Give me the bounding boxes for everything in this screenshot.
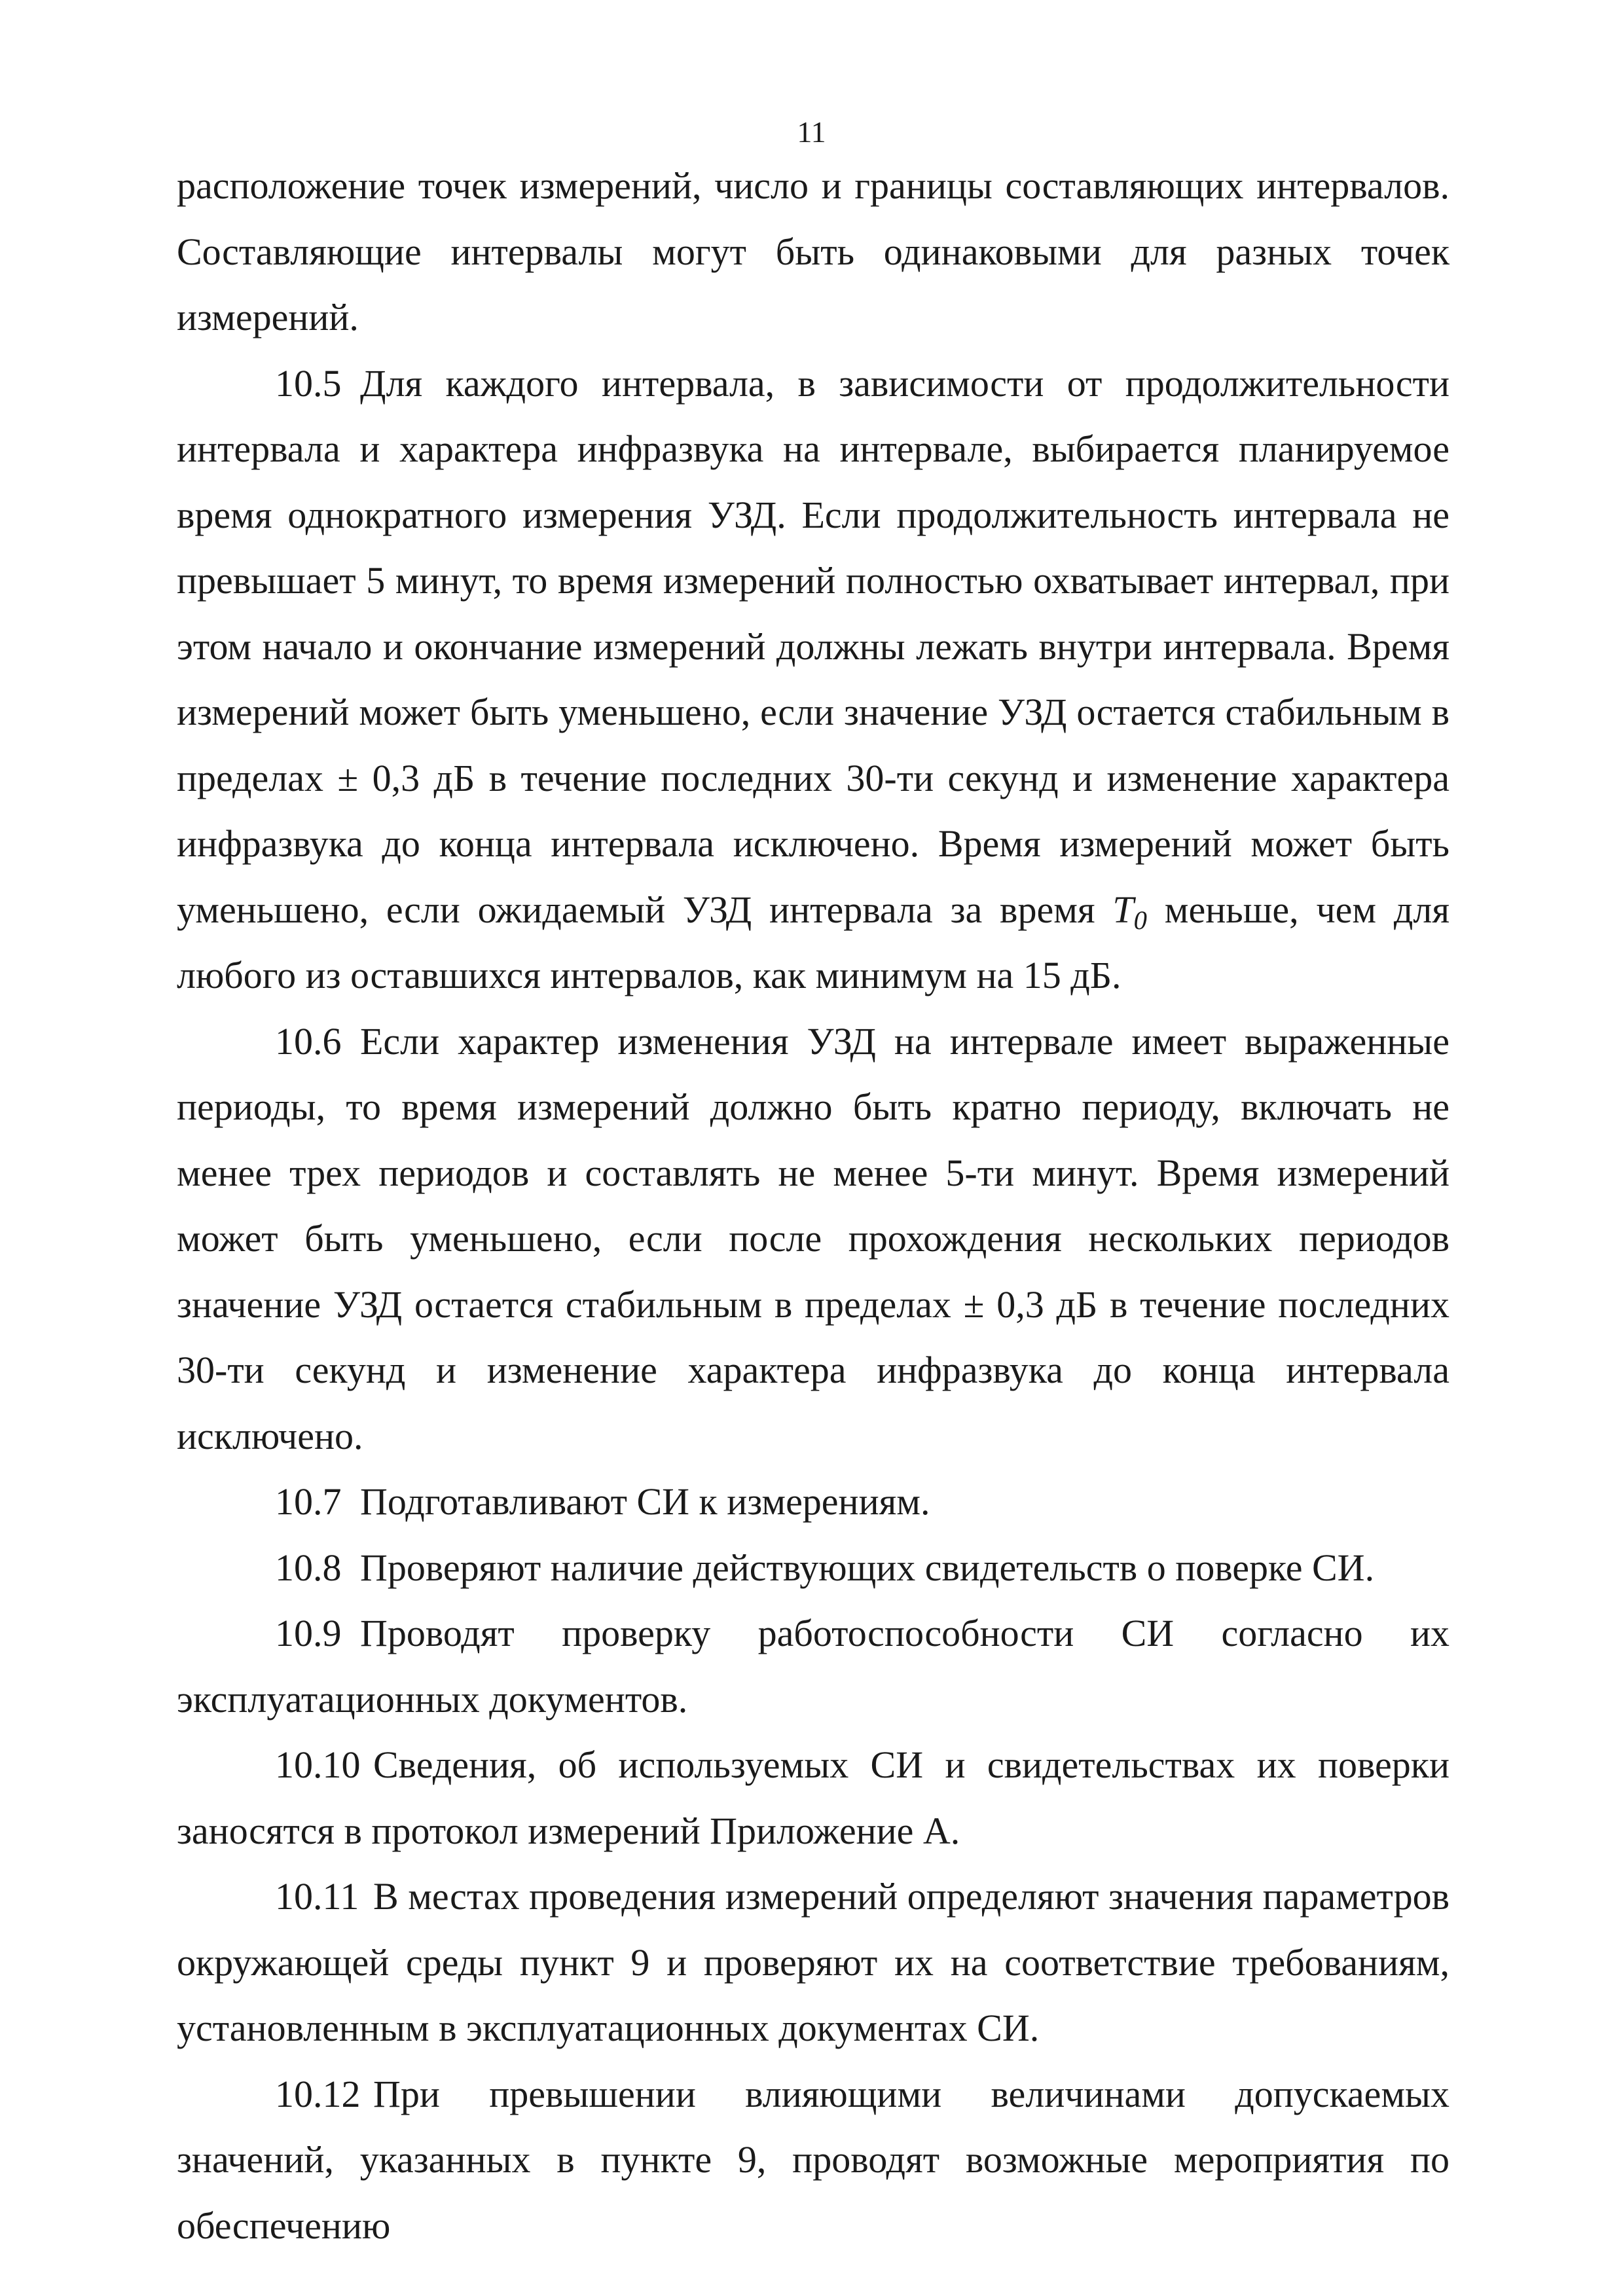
paragraph-10-7 [177,1469,1450,1535]
paragraph-text: Если характер изменения УЗД на интервале имеет выраженные периоды, то время измерений должно быть кратно периоду, включать не менее трех периодов и составлять не менее 5-ти минут. Время измерений может быть уменьшено, если после прохождения нескольких периодов значение УЗД остается стабильным в пределах ± 0,3 дБ в течение последних 30-ти секунд и изменение характера инфразвука до конца интервала исключено. [177,1019,1450,1457]
paragraph-text: Сведения, об используемых СИ и свидетельствах их поверки заносятся в протокол измерений Приложение А. [177,1743,1450,1852]
page-number: 11 [797,115,826,149]
clause-number: 10.12 [275,2072,361,2115]
paragraph-text-continued: меньше, чем для любого из оставшихся интервалов, как минимум на 15 дБ. [177,888,1450,996]
paragraph-10-12 [177,2062,1450,2259]
clause-number: 10.7 [275,1480,342,1523]
document-body [177,153,1450,2259]
variable-symbol: T [1112,888,1134,931]
paragraph-10-6 [177,1009,1450,1470]
paragraph-text: В местах проведения измерений определяют значения параметров окружающей среды пункт 9 и проверяют их на соответствие требованиям, установленным в эксплуатационных документах СИ. [177,1875,1450,2049]
paragraph-text: Для каждого интервала, в зависимости от продолжительности интервала и характера инфразвука на интервале, выбирается планируемое время однократного измерения УЗД. Если продолжительность интервала не превышает 5 минут, то время измерений полностью охватывает интервал, при этом начало и окончание измерений должны лежать внутри интервала. Время измерений может быть уменьшено, если значение УЗД остается стабильным в пределах ± 0,3 дБ в течение последних 30-ти секунд и изменение характера инфразвука до конца интервала исключено. Время измерений может быть уменьшено, если ожидаемый УЗД интервала за время [177,361,1450,931]
paragraph-10-8 [177,1535,1450,1601]
paragraph-10-9-line1 [177,1601,1450,1667]
clause-number: 10.6 [275,1019,342,1063]
clause-number: 10.5 [275,361,342,405]
clause-number: 10.10 [275,1743,361,1786]
clause-number: 10.9 [275,1612,342,1654]
paragraph-continuation [177,153,1450,351]
paragraph-text: расположение точек измерений, число и границы составляющих интервалов. Составляющие интервалы могут быть одинаковыми для разных точек измерений. [177,164,1450,338]
paragraph-text-continued: эксплуатационных документов. [177,1677,688,1721]
variable-subscript: 0 [1133,905,1147,935]
paragraph-text: Проводят проверку работоспособности СИ согласно их [360,1612,1450,1654]
paragraph-text: Подготавливают СИ к измерениям. [360,1480,930,1523]
paragraph-text: Проверяют наличие действующих свидетельств о поверке СИ. [360,1546,1375,1589]
paragraph-10-11 [177,1864,1450,2062]
paragraph-10-5 [177,351,1450,1009]
clause-number: 10.11 [275,1875,359,1918]
paragraph-10-10 [177,1732,1450,1864]
paragraph-10-9-line2 [177,1667,1450,1733]
paragraph-text: При превышении влияющими величинами допускаемых значений, указанных в пункте 9, проводят возможные мероприятия по обеспечению [177,2072,1450,2247]
clause-number: 10.8 [275,1546,342,1589]
time-variable [1112,888,1147,935]
